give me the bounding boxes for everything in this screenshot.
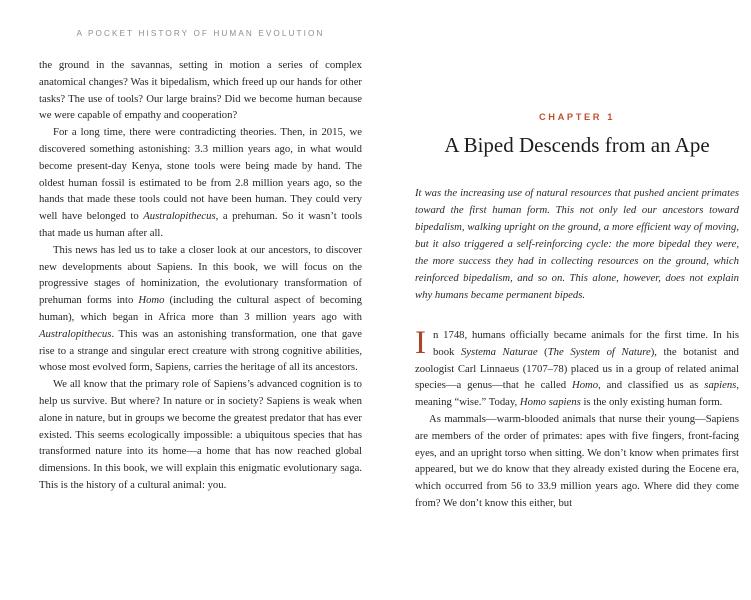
- chapter-title: A Biped Descends from an Ape: [444, 133, 710, 157]
- body-paragraph: As mammals—warm-blooded animals that nurse their young—Sapiens are members of the order of primates: apes with five fingers, front-facing eyes, and an upright torso when sitting. We don’t know when primates first appeared, but we do know that they already existed during the Eocene era, which occurred from 56 to 33.9 million years ago. Where did they come from? We don’t know this either, but: [415, 412, 739, 509]
- running-header: A POCKET HISTORY OF HUMAN EVOLUTION: [76, 29, 325, 38]
- left-page-body: [39, 57, 362, 494]
- paragraph-text: n 1748, humans officially became animals for the first time. In his book Systema Naturae (The System of Nature), the botanist and zoologist Carl Linnaeus (1707–78) placed us in a group of related animal species—a genus—that he called Homo, and classified us as sapiens, meaning “wise.” Today, Homo sapiens is the only existing human form.: [415, 329, 740, 409]
- body-paragraph: the ground in the savannas, setting in motion a series of complex anatomical changes? Was it bipedalism, which freed up our hands for other tasks? The use of tools? Our large brains? Did we become human because we were capable of empathy and cooperation?: [39, 59, 362, 122]
- chapter-label: CHAPTER 1: [538, 112, 616, 122]
- body-paragraph: [415, 327, 739, 411]
- body-paragraph: For a long time, there were contradicting theories. Then, in 2015, we discovered something astonishing: 3.3 million years ago, in what would become present-day Kenya, stone tools were being made by hand. The oldest human fossil is estimated to be from 2.8 million years ago, so the hands that made these tools could not have been human. They could very well have belonged to Australopithecus, a prehuman. So it wasn’t tools that made us human after all.: [39, 126, 362, 239]
- left-page: [39, 29, 362, 494]
- chapter-epigraph: It was the increasing use of natural resources that pushed ancient primates toward the first human form. This not only led our ancestors toward bipedalism, walking upright on the ground, a more efficient way of moving, but it also triggered a self-reinforcing cycle: the more bipedal they were, the more success they had in collecting resources on the ground, which reinforced bipedalism, and so on. This alone, however, does not explain why humans became permanent bipeds.: [415, 187, 739, 301]
- body-paragraph: This news has led us to take a closer look at our ancestors, to discover new developments about Sapiens. In this book, we will focus on the progressive stages of hominization, the evolutionary transformation of prehuman forms into Homo (including the cultural aspect of becoming human), which began in Africa more than 3 million years ago with Australopithecus. This was an astonishing transformation, one that gave rise to a strange and singular erect creature with strong cognitive abilities, whose most evolved form, Sapiens, carries the heritage of all its ancestors.: [39, 243, 362, 374]
- right-page-body: [415, 327, 739, 512]
- right-page: [415, 112, 739, 512]
- body-paragraph: We all know that the primary role of Sapiens’s advanced cognition is to help us survive. But where? In nature or in society? Sapiens is weak when alone in nature, but in groups we become the greatest predator that has ever existed. This seems ecologically impossible: a ubiquitous species that has transformed nature into its home—a home that has now reached global dimensions. In this book, we will explain this enigmatic evolutionary saga. This is the history of a cultural animal: you.: [39, 378, 362, 491]
- dropcap-letter: I: [415, 325, 426, 361]
